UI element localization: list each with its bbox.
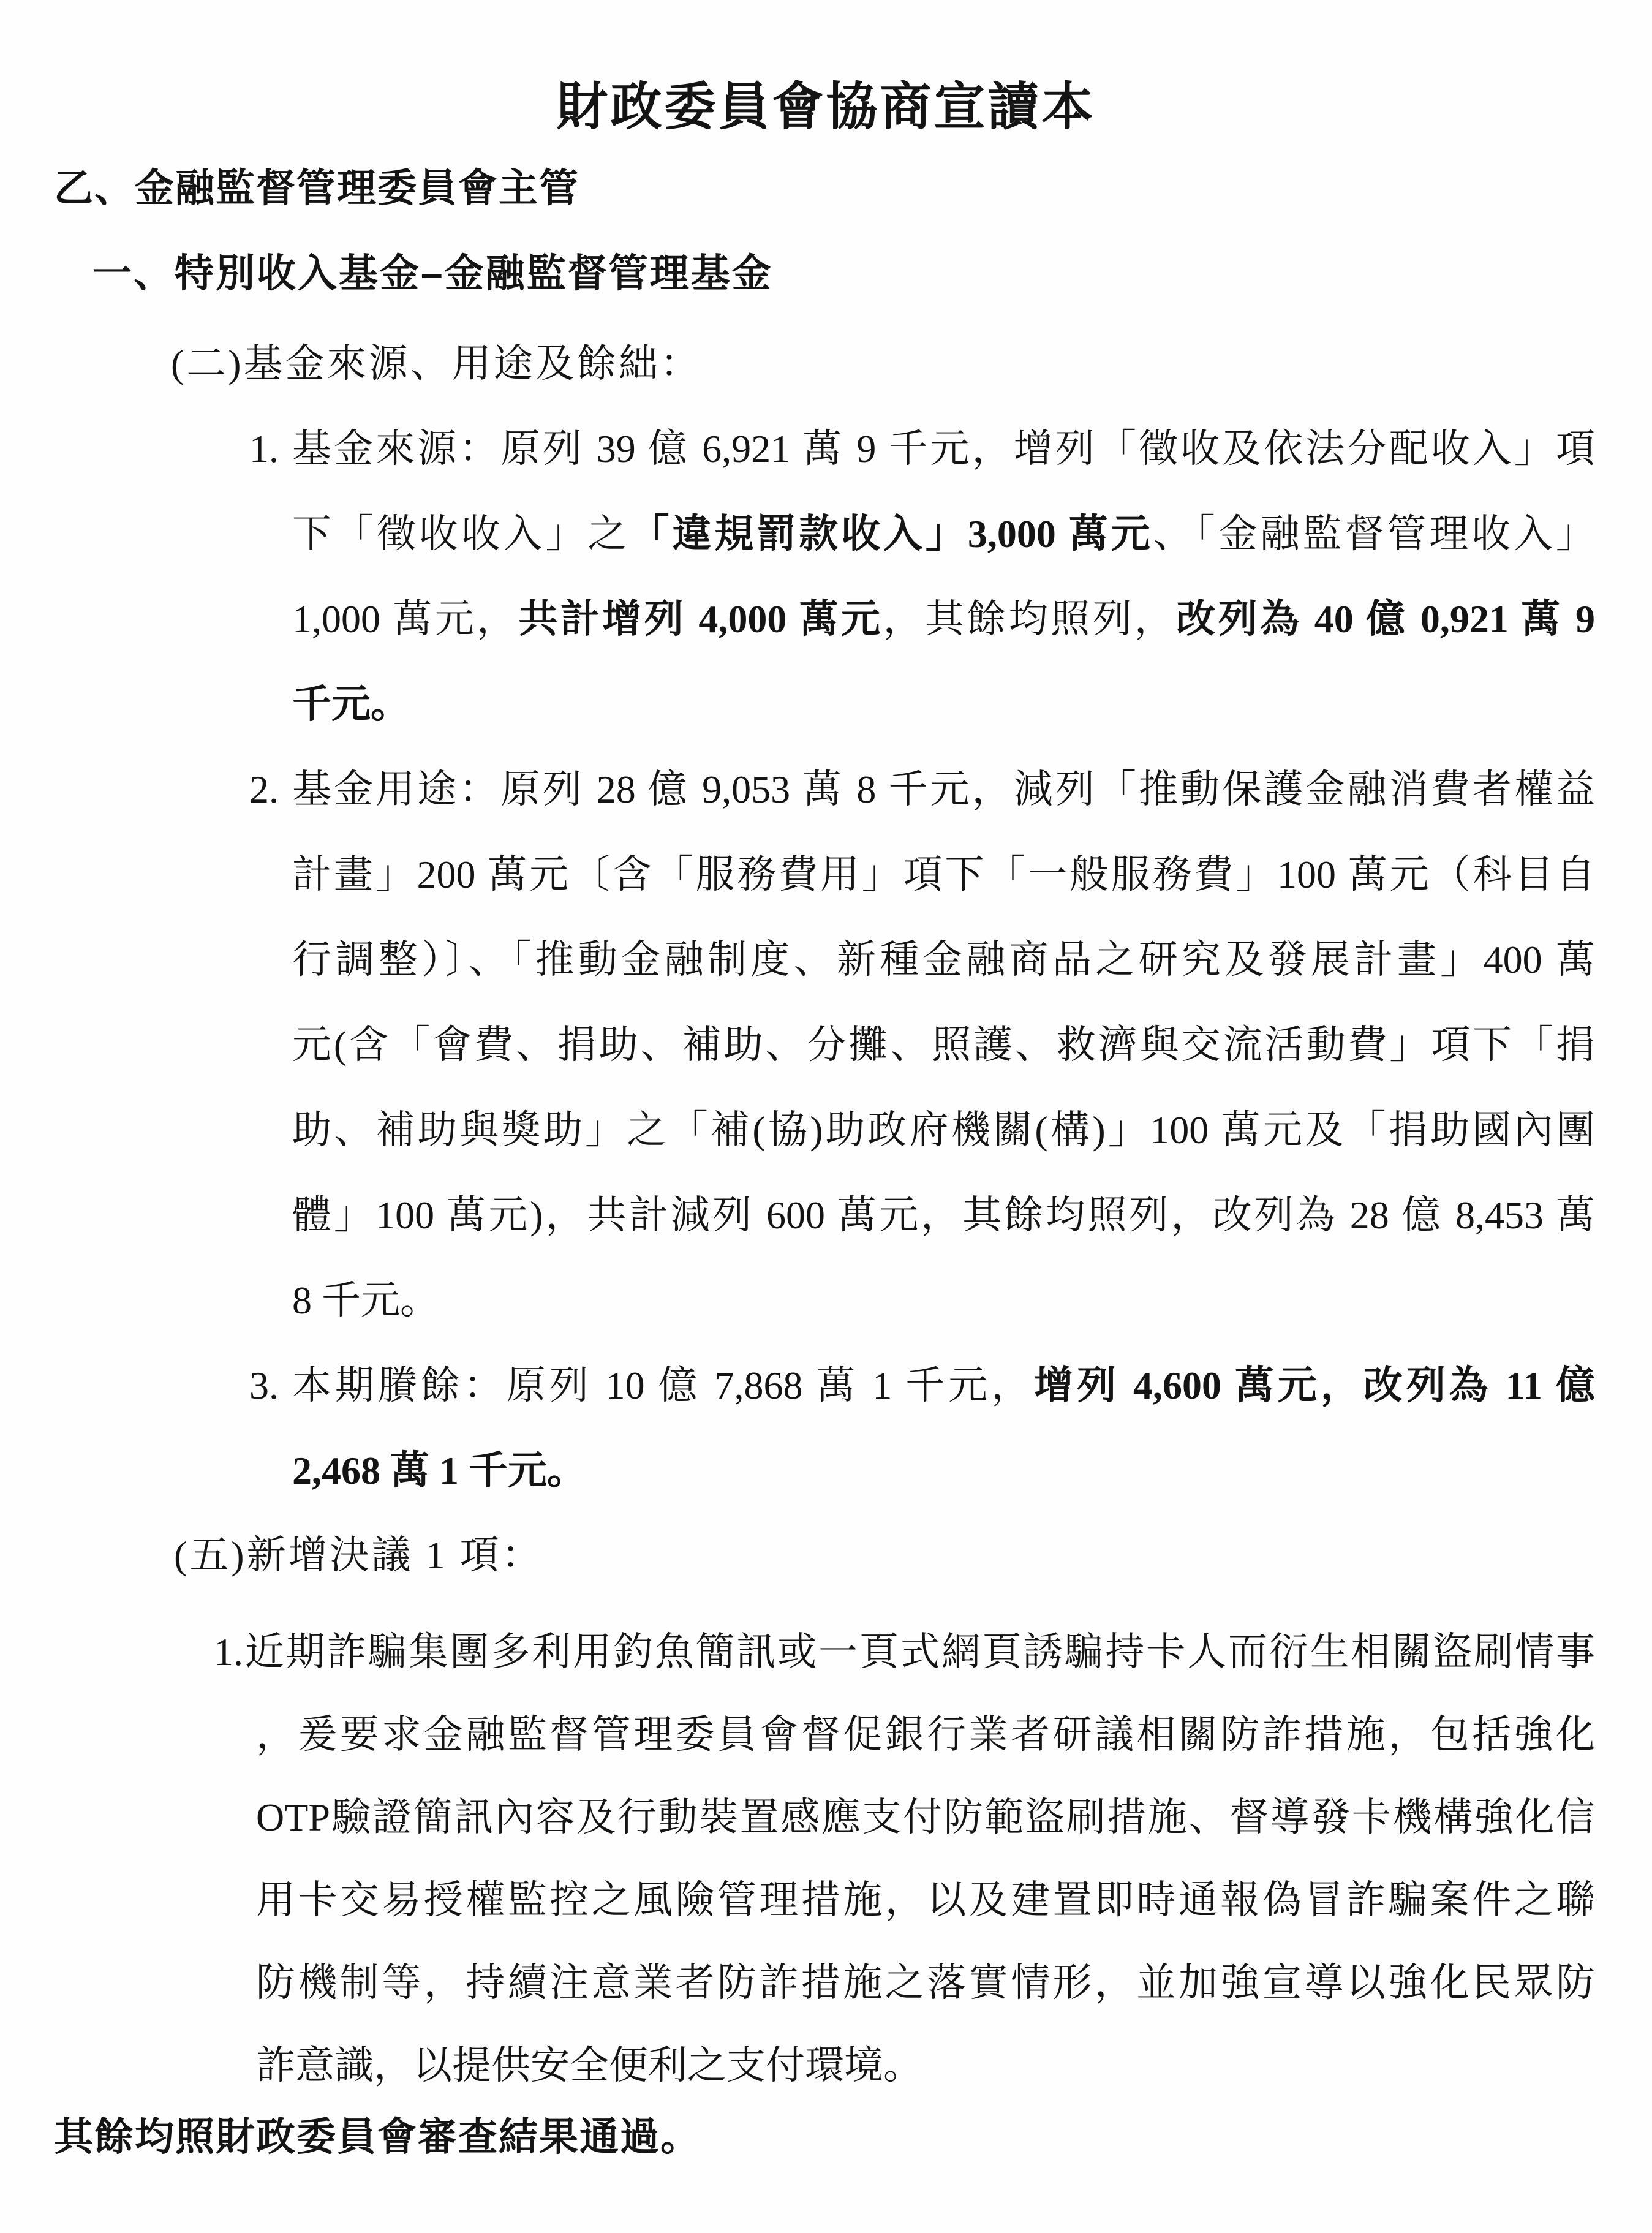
text-line [292, 747, 1595, 832]
text-segment: 基金用途：原列 28 億 9,053 萬 8 千元，減列「推動保護金融消費者權益 [292, 768, 1595, 811]
text-segment: 體」100 萬元)，共計減列 600 萬元，其餘均照列，改列為 28 億 8,453 萬 [292, 1193, 1595, 1237]
part-two-heading: (二)基金來源、用途及餘絀： [171, 342, 702, 385]
bold-text-segment: 增列 4,600 萬元，改列為 11 億 [1034, 1364, 1595, 1407]
text-line [292, 917, 1595, 1002]
part-five-resolutions [0, 1514, 1652, 2107]
text-line [292, 1087, 1595, 1173]
text-segment: ，其餘均照列， [883, 597, 1177, 641]
text-line [292, 1428, 1595, 1513]
bold-text-segment: 改列為 40 億 0,921 萬 9 [1176, 597, 1595, 641]
document-title: 財政委員會協商宣讀本 [556, 78, 1096, 135]
text-segment: 8 千元。 [292, 1279, 439, 1322]
part-two-fund-sources [0, 321, 1652, 1513]
text-segment: 元(含「會費、捐助、補助、分攤、照護、救濟與交流活動費」項下「捐 [292, 1023, 1595, 1067]
item-text [292, 1343, 1595, 1513]
text-line [292, 832, 1595, 917]
text-segment: 基金來源：原列 39 億 6,921 萬 9 千元，增列「徵收及依法分配收入」項 [292, 427, 1595, 470]
text-line [256, 1693, 1595, 1776]
part-two-item-list [0, 406, 1652, 1513]
text-segment: OTP驗證簡訊內容及行動裝置感應支付防範盜刷措施、督導發卡機構強化信 [256, 1796, 1595, 1839]
text-line [292, 662, 1595, 747]
item-number: 3. [249, 1364, 279, 1407]
text-line [214, 1611, 1595, 1693]
text-segment: 計畫」200 萬元〔含「服務費用」項下「一般服務費」100 萬元（科目自 [292, 853, 1595, 896]
text-segment: 防機制等，持續注意業者防詐措施之落實情形，並加強宣導以強化民眾防 [256, 1961, 1595, 2004]
bold-text-segment: 共計增列 4,000 萬元 [518, 597, 883, 641]
part-five-item-list [0, 1611, 1652, 2107]
section-heading: 乙、金融監督管理委員會主管 [54, 166, 579, 210]
item-text [292, 747, 1595, 1343]
text-segment: 1,000 萬元， [292, 597, 519, 641]
text-segment: 行調整）〕、「推動金融制度、新種金融商品之研究及發展計畫」400 萬 [292, 938, 1595, 981]
text-segment: 助、補助與獎助」之「補(協)助政府機關(構)」100 萬元及「捐助國內團 [292, 1108, 1595, 1152]
text-segment: 本期賸餘：原列 10 億 7,868 萬 1 千元， [292, 1364, 1035, 1407]
text-line [292, 1343, 1595, 1428]
bold-text-segment: 「違規罰款收入」3,000 萬元 [630, 512, 1153, 556]
text-line [292, 1173, 1595, 1258]
budget-item [249, 1343, 1595, 1513]
text-line [292, 406, 1595, 491]
text-line [292, 491, 1595, 576]
bold-text-segment: 2,468 萬 1 千元。 [292, 1449, 586, 1492]
part-five-heading: (五)新增決議 1 項： [174, 1533, 543, 1577]
resolution-item [214, 1611, 1595, 2107]
text-segment: 用卡交易授權監控之風險管理措施，以及建置即時通報偽冒詐騙案件之聯 [256, 1878, 1595, 1922]
text-line [256, 2024, 1595, 2107]
item-number: 2. [249, 768, 279, 811]
subsection-heading: 一、特別收入基金–金融監督管理基金 [92, 251, 773, 295]
bold-text-segment: 千元。 [292, 682, 410, 726]
item-number: 1. [249, 427, 279, 470]
text-segment: 近期詐騙集團多利用釣魚簡訊或一頁式網頁誘騙持卡人而衍生相關盜刷情事 [243, 1630, 1595, 1674]
budget-item [249, 747, 1595, 1343]
text-line [256, 1941, 1595, 2024]
text-segment: 詐意識，以提供安全便利之支付環境。 [256, 2044, 922, 2087]
budget-item [249, 406, 1595, 747]
closing-statement: 其餘均照財政委員會審查結果通過。 [54, 2115, 701, 2159]
text-line [292, 1002, 1595, 1087]
text-line [292, 576, 1595, 662]
text-segment: 、「金融監督管理收入」 [1153, 512, 1595, 556]
text-segment: ，爰要求金融監督管理委員會督促銀行業者研議相關防詐措施，包括強化 [256, 1713, 1595, 1756]
text-line [292, 1258, 1595, 1343]
item-text [292, 406, 1595, 747]
item-number: 1. [214, 1630, 243, 1674]
text-segment: 下「徵收收入」之 [292, 512, 630, 556]
text-line [256, 1859, 1595, 1941]
text-line [256, 1776, 1595, 1859]
